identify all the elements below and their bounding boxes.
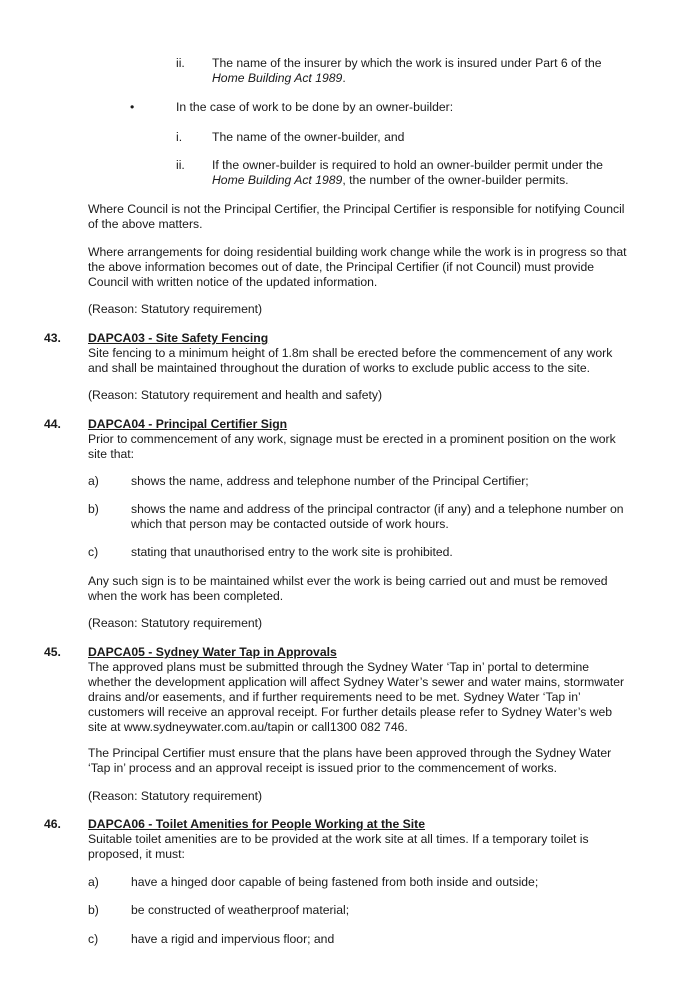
paragraph-line: Any such sign is to be maintained whilst ever the work is being carried out and must be removed — [88, 574, 608, 588]
bullet: • — [130, 100, 135, 114]
paragraph-line: Council with written notice of the updated information. — [88, 275, 378, 289]
paragraph-line: whether the development application will affect Sydney Water’s sewer and water mains, stormwater — [88, 675, 625, 689]
list-item-text-cont — [212, 71, 346, 86]
punctuation: . — [342, 71, 346, 85]
list-item-text-cont — [212, 173, 569, 188]
list-marker: c) — [88, 932, 99, 946]
condition-heading: DAPCA04 - Principal Certifier Sign — [88, 417, 288, 431]
condition-number: 46. — [44, 817, 61, 831]
list-item-text: have a hinged door capable of being fastened from both inside and outside; — [131, 875, 539, 889]
list-item-text: If the owner-builder is required to hold an owner-builder permit under the — [212, 158, 603, 172]
paragraph-line: when the work has been completed. — [88, 589, 284, 603]
paragraph-line: The Principal Certifier must ensure that the plans have been approved through the Sydney Water — [88, 746, 612, 760]
list-marker: ii. — [176, 158, 185, 172]
list-marker: a) — [88, 474, 99, 488]
act-name: Home Building Act 1989 — [212, 173, 343, 187]
list-marker: b) — [88, 502, 99, 516]
list-marker: b) — [88, 903, 99, 917]
list-item-text: shows the name and address of the principal contractor (if any) and a telephone number on — [131, 502, 624, 516]
paragraph-line: the above information becomes out of date, the Principal Certifier (if not Council) must provide — [88, 260, 595, 274]
list-marker: c) — [88, 545, 99, 559]
condition-number: 44. — [44, 417, 61, 431]
act-name: Home Building Act 1989 — [212, 71, 343, 85]
reason-text: (Reason: Statutory requirement and health and safety) — [88, 388, 383, 402]
paragraph-line: drains and/or easements, and if further requirements need to be met. Sydney Water ‘Tap in’ — [88, 690, 581, 704]
list-item-text: which that person may be contacted outside of work hours. — [131, 517, 449, 531]
list-item-text: have a rigid and impervious floor; and — [131, 932, 335, 946]
condition-number: 45. — [44, 645, 61, 659]
paragraph-line: Prior to commencement of any work, signage must be erected in a prominent position on the work — [88, 432, 616, 446]
paragraph-line: Suitable toilet amenities are to be provided at the work site at all times. If a temporary toilet is — [88, 832, 589, 846]
paragraph-line: customers will receive an approval receipt. For further details please refer to Sydney Water’s web — [88, 705, 613, 719]
list-item-text: stating that unauthorised entry to the work site is prohibited. — [131, 545, 453, 559]
paragraph-line: of the above matters. — [88, 217, 203, 231]
list-item-text-tail: , the number of the owner-builder permits. — [342, 173, 569, 187]
paragraph-line: Site fencing to a minimum height of 1.8m shall be erected before the commencement of any work — [88, 346, 613, 360]
paragraph-line: proposed, it must: — [88, 847, 185, 861]
bullet-text: In the case of work to be done by an owner-builder: — [176, 100, 454, 114]
paragraph-line: ‘Tap in’ process and an approval receipt is issued prior to the commencement of works. — [88, 761, 557, 775]
reason-text: (Reason: Statutory requirement) — [88, 789, 263, 803]
list-item-text: The name of the insurer by which the work is insured under Part 6 of the — [212, 56, 602, 70]
condition-heading: DAPCA06 - Toilet Amenities for People Working at the Site — [88, 817, 426, 831]
condition-number: 43. — [44, 331, 61, 345]
list-item-text: The name of the owner-builder, and — [212, 130, 405, 144]
list-marker: a) — [88, 875, 99, 889]
paragraph-line: site at www.sydneywater.com.au/tapin or call1300 082 746. — [88, 720, 408, 734]
paragraph-line: The approved plans must be submitted through the Sydney Water ‘Tap in’ portal to determine — [88, 660, 590, 674]
paragraph-line: Where arrangements for doing residential building work change while the work is in progress so that — [88, 245, 627, 259]
list-item-text: shows the name, address and telephone number of the Principal Certifier; — [131, 474, 529, 488]
reason-text: (Reason: Statutory requirement) — [88, 616, 263, 630]
reason-text: (Reason: Statutory requirement) — [88, 302, 263, 316]
paragraph-line: site that: — [88, 447, 135, 461]
condition-heading: DAPCA05 - Sydney Water Tap in Approvals — [88, 645, 337, 659]
list-marker: i. — [176, 130, 183, 144]
paragraph-line: and shall be maintained throughout the duration of works to exclude public access to the site. — [88, 361, 591, 375]
list-item-text: be constructed of weatherproof material; — [131, 903, 350, 917]
paragraph-line: Where Council is not the Principal Certifier, the Principal Certifier is responsible for notifying Council — [88, 202, 625, 216]
condition-heading: DAPCA03 - Site Safety Fencing — [88, 331, 269, 345]
list-marker: ii. — [176, 56, 185, 70]
